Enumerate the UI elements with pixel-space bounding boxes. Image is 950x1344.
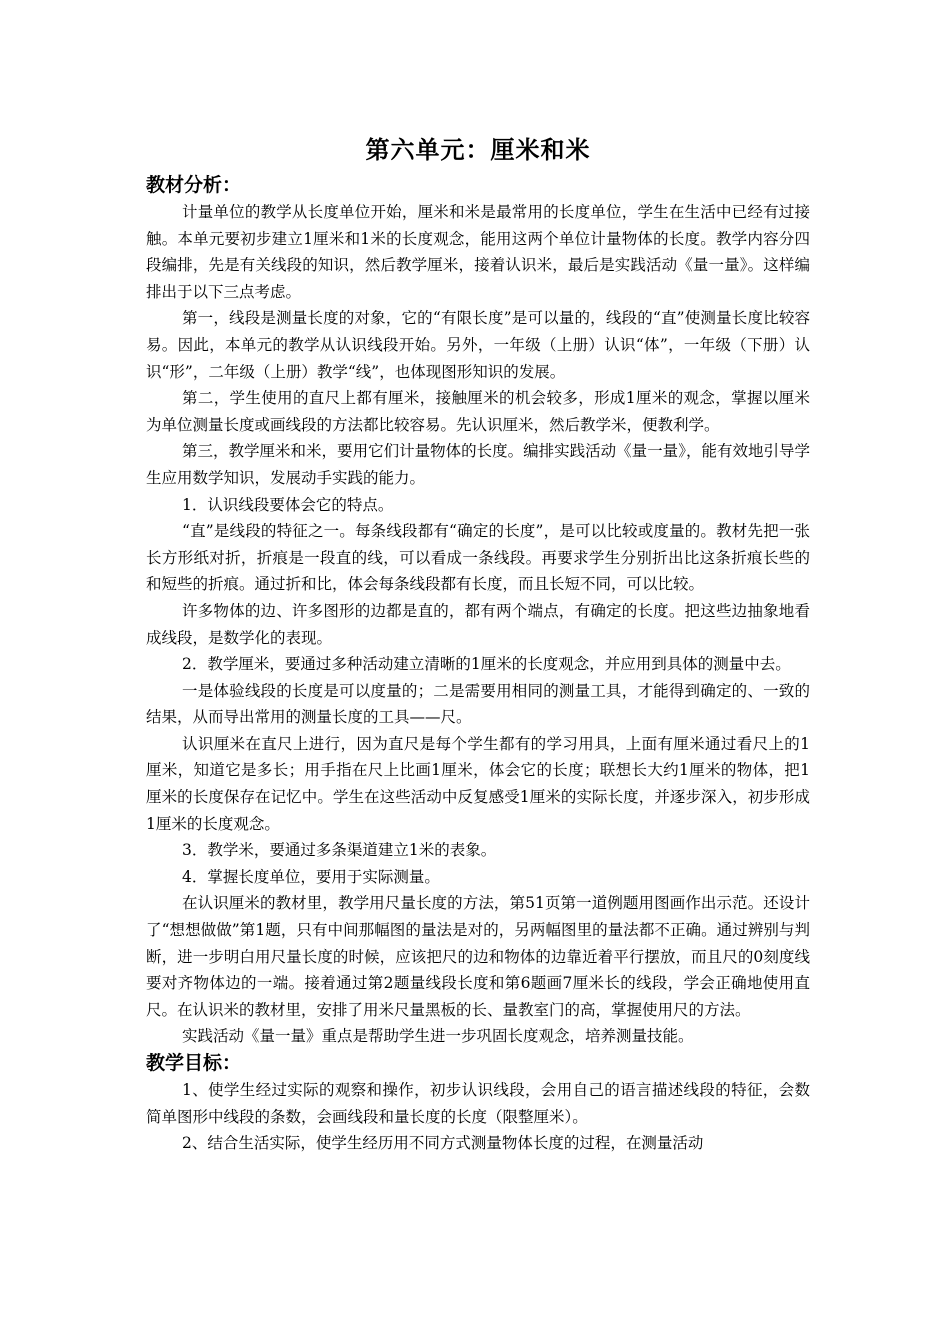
page-title: 第六单元：厘米和米 — [365, 136, 591, 164]
paragraph: 2．教学厘米，要通过多种活动建立清晰的1厘米的长度观念，并应用到具体的测量中去。 — [182, 655, 791, 674]
paragraph: 许多物体的边、许多图形的边都是直的，都有两个端点，有确定的长度。把这些边抽象地看成线段，是数学化的表现。 — [146, 601, 810, 647]
paragraph: 实践活动《量一量》重点是帮助学生进一步巩固长度观念，培养测量技能。 — [182, 1027, 694, 1046]
section-heading: 教材分析： — [146, 174, 242, 196]
paragraph: 4．掌握长度单位，要用于实际测量。 — [182, 867, 440, 886]
paragraph: “直”是线段的特征之一。每条线段都有“确定的长度”，是可以比较或度量的。教材先把一张长方形纸对折，折痕是一段直的线，可以看成一条线段。再要求学生分别折出比这条折痕长些的和短些的折痕。通过折和比，体会每条线段都有长度，而且长短不同，可以比较。 — [146, 522, 810, 594]
paragraph: 在认识厘米的教材里，教学用尺量长度的方法，第51页第一道例题用图画作出示范。还设计了“想想做做”第1题，只有中间那幅图的量法是对的，另两幅图里的量法都不正确。通过辨别与判断，进一步明白用尺量长度的时候，应该把尺的边和物体的边靠近着平行摆放，而且尺的0刻度线要对齐物体边的一端。接着通过第2题量线段长度和第6题画7厘米长的线段，学会正确地使用直尺。在认识米的教材里，安排了用米尺量黑板的长、量教室门的高，掌握使用尺的方法。 — [146, 894, 810, 1019]
paragraph: 计量单位的教学从长度单位开始，厘米和米是最常用的长度单位，学生在生活中已经有过接触。本单元要初步建立1厘米和1米的长度观念，能用这两个单位计量物体的长度。教学内容分四段编排，先是有关线段的知识，然后教学厘米，接着认识米，最后是实践活动《量一量》。这样编排出于以下三点考虑。 — [146, 203, 810, 301]
paragraph: 1．认识线段要体会它的特点。 — [182, 495, 394, 514]
section-material-analysis — [146, 172, 810, 1050]
paragraph: 1、使学生经过实际的观察和操作，初步认识线段，会用自己的语言描述线段的特征，会数简单图形中线段的条数，会画线段和量长度的长度（限整厘米）。 — [146, 1081, 810, 1126]
paragraph: 认识厘米在直尺上进行，因为直尺是每个学生都有的学习用具，上面有厘米通过看尺上的1厘米，知道它是多长；用手指在尺上比画1厘米，体会它的长度；联想长大约1厘米的物体，把1厘米的长度保存在记忆中。学生在这些活动中反复感受1厘米的实际长度，并逐步深入，初步形成1厘米的长度观念。 — [146, 734, 810, 833]
paragraph: 第一，线段是测量长度的对象，它的“有限长度”是可以量的，线段的“直”使测量长度比较容易。因此，本单元的教学从认识线段开始。另外，一年级（上册）认识“体”，一年级（下册）认识“形”，二年级（上册）教学“线”，也体现图形知识的发展。 — [146, 309, 810, 381]
paragraph: 2、结合生活实际，使学生经历用不同方式测量物体长度的过程，在测量活动 — [182, 1134, 704, 1153]
paragraph: 第二，学生使用的直尺上都有厘米，接触厘米的机会较多，形成1厘米的观念，掌握以厘米为单位测量长度或画线段的方法都比较容易。先认识厘米，然后教学米，便教利学。 — [146, 389, 810, 434]
paragraph: 一是体验线段的长度是可以度量的；二是需要用相同的测量工具，才能得到确定的、一致的结果，从而导出常用的测量长度的工具——尺。 — [146, 681, 810, 727]
paragraph: 3．教学米，要通过多条渠道建立1米的表象。 — [182, 841, 497, 860]
paragraph: 第三，教学厘米和米，要用它们计量物体的长度。编排实践活动《量一量》，能有效地引导学生应用数学知识，发展动手实践的能力。 — [146, 442, 810, 487]
document-page — [146, 132, 810, 1157]
section-teaching-goals — [146, 1050, 810, 1157]
section-heading: 教学目标： — [146, 1052, 242, 1074]
